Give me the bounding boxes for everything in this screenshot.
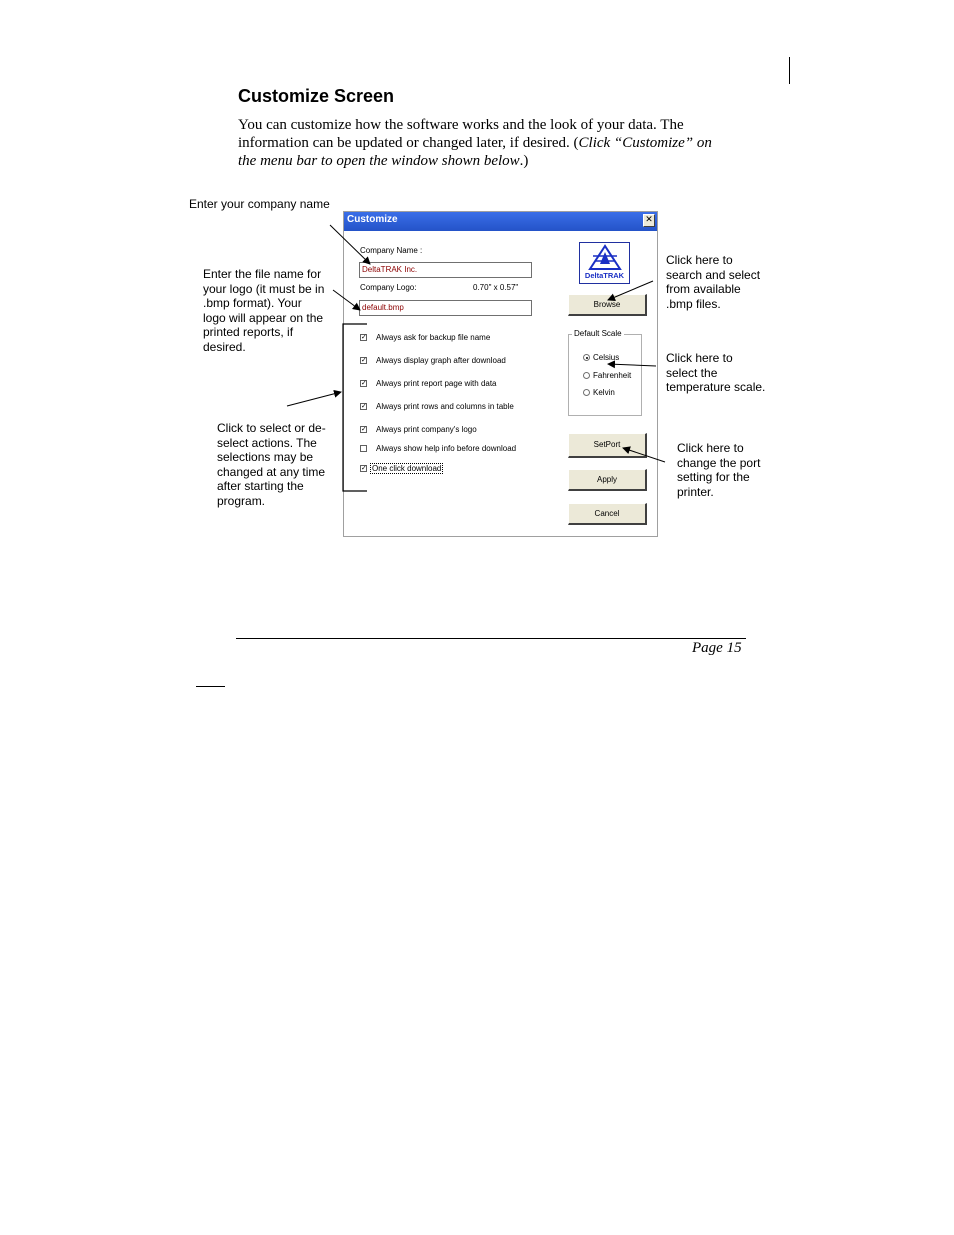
browse-button[interactable]: Browse (568, 294, 647, 316)
option-one-click-download[interactable]: ✓ One click download (361, 464, 442, 473)
company-name-label: Company Name : (360, 246, 423, 255)
option-print-company-logo[interactable]: ✓ Always print company's logo (361, 425, 477, 434)
checkbox-icon[interactable]: ✓ (361, 357, 367, 364)
option-print-report-page[interactable]: ✓ Always print report page with data (361, 379, 497, 388)
arrow-actions (287, 392, 341, 406)
footer-tick (196, 686, 225, 687)
arrow-scale (608, 364, 656, 366)
callout-port: Click here to change the port setting for the printer. (677, 441, 761, 499)
checkbox-icon[interactable]: ✓ (361, 465, 367, 472)
logo-file-input[interactable]: default.bmp (359, 300, 532, 316)
logo-caption: DeltaTRAK (584, 271, 625, 280)
callout-company-name: Enter your company name (189, 197, 330, 211)
section-heading: Customize Screen (238, 86, 395, 106)
callout-browse: Click here to search and select from available .bmp files. (666, 253, 761, 311)
close-icon: ✕ (645, 215, 653, 225)
checkbox-icon[interactable]: ✓ (361, 334, 367, 341)
radio-celsius[interactable]: Celsius (583, 353, 619, 362)
option-show-help-info[interactable]: Always show help info before download (360, 444, 516, 453)
intro-line-3: the menu bar to open the window shown below.) (238, 153, 529, 169)
logo-size-text: 0.70" x 0.57" (473, 283, 519, 292)
arrow-logo (333, 290, 360, 310)
default-scale-label: Default Scale (574, 329, 622, 338)
checkbox-icon[interactable]: ✓ (361, 380, 367, 387)
company-name-input[interactable]: DeltaTRAK Inc. (359, 262, 532, 278)
radio-kelvin[interactable]: Kelvin (583, 388, 615, 397)
options-bracket (343, 324, 367, 491)
intro-line-2: information can be updated or changed later, if desired. (Click “Customize” on (238, 135, 712, 151)
callout-scale: Click here to select the temperature scale. (666, 351, 766, 394)
radio-fahrenheit[interactable]: Fahrenheit (583, 371, 631, 380)
callout-logo: Enter the file name for your logo (it must be in .bmp format). Your logo will appear on the printed reports, if desired. (203, 267, 325, 354)
intro-line-1: You can customize how the software works and the look of your data. The (238, 117, 684, 133)
arrow-company-name (330, 225, 370, 264)
company-logo-label: Company Logo: (360, 283, 417, 292)
dialog-title: Customize (347, 214, 398, 225)
footer-rule (236, 638, 746, 639)
option-print-rows-columns[interactable]: ✓ Always print rows and columns in table (361, 402, 514, 411)
checkbox-icon[interactable]: ✓ (361, 426, 367, 433)
option-backup-file-name[interactable]: ✓ Always ask for backup file name (361, 333, 491, 342)
apply-button[interactable]: Apply (568, 469, 647, 491)
page-number: Page 15 (692, 640, 742, 656)
option-display-graph[interactable]: ✓ Always display graph after download (361, 356, 506, 365)
checkbox-icon[interactable]: ✓ (361, 403, 367, 410)
arrow-port (623, 448, 665, 462)
callout-actions: Click to select or de- select actions. The selections may be changed at any time after starting the program. (217, 421, 326, 508)
setport-button[interactable]: SetPort (568, 433, 647, 458)
arrow-browse (608, 281, 653, 300)
cancel-button[interactable]: Cancel (568, 503, 647, 525)
